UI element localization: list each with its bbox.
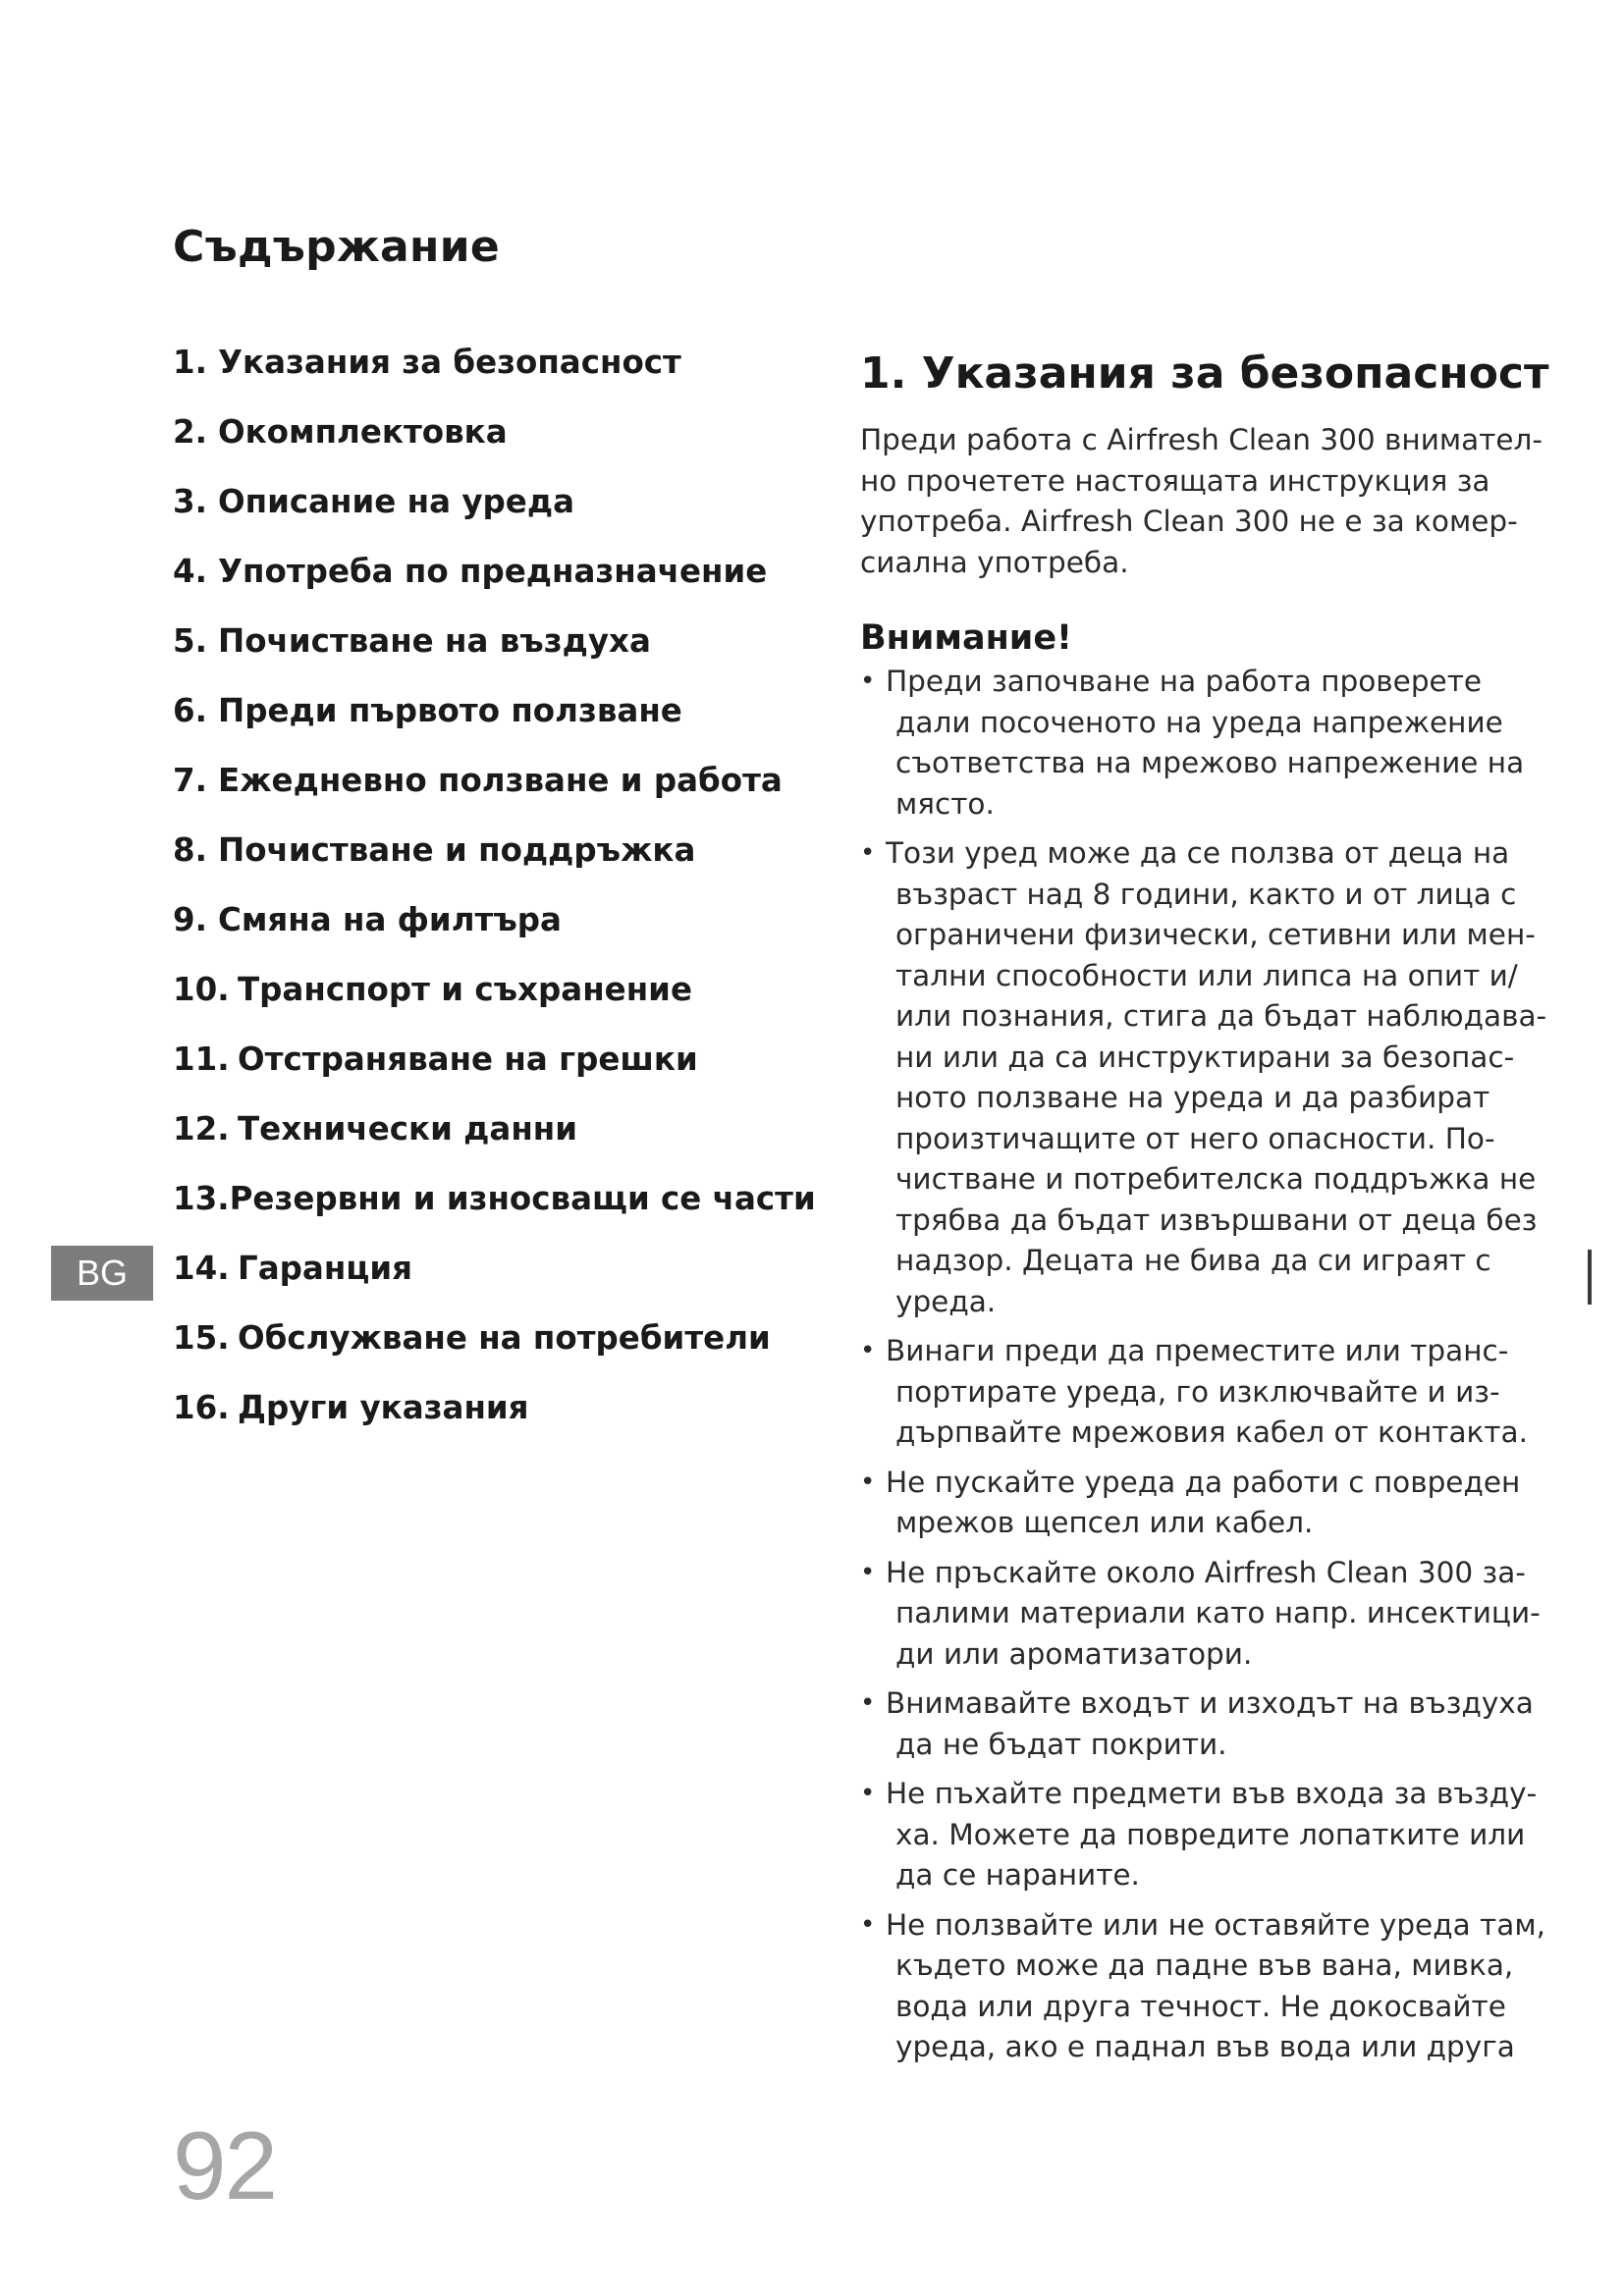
intro-paragraph: [860, 420, 1543, 583]
intro-line: употреба. Airfresh Clean 300 не е за комер-: [860, 505, 1518, 538]
warning-line: уреда.: [895, 1284, 997, 1318]
warning-line: уреда, ако е паднал във вода или друга: [895, 2030, 1515, 2063]
warning-item: [860, 1553, 1541, 1676]
warning-line: ното ползване на уреда и да разбират: [895, 1081, 1490, 1114]
toc-item-number: 3.: [173, 483, 207, 520]
toc-item-number: 11.: [173, 1041, 230, 1078]
toc-item-number: 16.: [173, 1389, 230, 1426]
warning-line: ни или да са инструктирани за безопас-: [895, 1040, 1515, 1074]
bullet-icon: •: [860, 1688, 876, 1718]
toc-item-label: Употреба по предназначение: [218, 553, 768, 590]
toc-item-label: Обслужване на потребители: [238, 1319, 771, 1357]
toc-item[interactable]: [173, 413, 801, 483]
toc-item-number: 13.: [173, 1180, 230, 1217]
warning-line: мрежов щепсел или кабел.: [895, 1506, 1314, 1539]
warning-line: тални способности или липса на опит и/: [895, 958, 1518, 992]
warning-line: място.: [895, 786, 995, 821]
toc-item-number: 9.: [173, 901, 207, 938]
toc-item-number: 8.: [173, 831, 207, 869]
warning-line: надзор. Децата не бива да си играят с: [895, 1244, 1491, 1277]
bullet-icon: •: [860, 838, 876, 868]
toc-item-label: Резервни и износващи се части: [229, 1180, 816, 1217]
warning-line: Не пъхайте предмети във входа за възду-: [886, 1777, 1538, 1810]
toc-item[interactable]: [173, 1110, 801, 1180]
toc-item-label: Ежедневно ползване и работа: [218, 762, 783, 799]
warning-line: ограничени физически, сетивни или мен-: [895, 918, 1536, 951]
toc-item-number: 12.: [173, 1110, 230, 1148]
toc-item[interactable]: [173, 483, 801, 553]
toc-item-label: Смяна на филтъра: [218, 901, 562, 938]
toc-item-label: Почистване и поддръжка: [218, 831, 696, 869]
warning-line: произтичащите от него опасности. По-: [895, 1121, 1495, 1155]
warning-item: [860, 662, 1528, 825]
warning-line: портирате уреда, го изключвайте и из-: [895, 1374, 1500, 1409]
warning-line: дали посоченото на уреда напрежение: [895, 705, 1503, 739]
warning-line: трябва да бъдат извършвани от деца без: [895, 1202, 1538, 1237]
page-edge-marker: [1588, 1250, 1592, 1305]
toc-item[interactable]: [173, 553, 801, 622]
toc-item-label: Окомплектовка: [218, 413, 508, 451]
warning-line: съответства на мрежово напрежение на: [895, 746, 1525, 779]
toc-item[interactable]: [173, 1180, 816, 1250]
intro-line: Преди работа с Airfresh Clean 300 внимател-: [860, 423, 1543, 456]
toc-item-number: 2.: [173, 413, 207, 451]
toc-item-number: 7.: [173, 762, 207, 799]
warning-item: [860, 1774, 1538, 1896]
toc-item-number: 6.: [173, 692, 207, 729]
toc-item-label: Указания за безопасност: [218, 344, 681, 381]
toc-item-number: 1.: [173, 344, 207, 381]
toc-item-label: Гаранция: [238, 1250, 413, 1287]
toc-item-label: Описание на уреда: [218, 483, 575, 520]
toc-item[interactable]: [173, 831, 801, 901]
warning-line: вода или друга течност. Не докосвайте: [895, 1989, 1506, 2023]
bullet-icon: •: [860, 1779, 876, 1808]
table-of-contents: [173, 344, 816, 1459]
intro-line: сиална употреба.: [860, 545, 1129, 579]
warning-item: [860, 833, 1547, 1322]
toc-item[interactable]: [173, 622, 801, 692]
toc-item-number: 10.: [173, 971, 230, 1008]
intro-line: но прочетете настоящата инструкция за: [860, 463, 1490, 498]
toc-item-number: 5.: [173, 622, 207, 660]
toc-item-label: Транспорт и съхранение: [238, 971, 692, 1008]
safety-section: [860, 348, 1549, 2077]
toc-item-number: 4.: [173, 553, 207, 590]
toc-item[interactable]: [173, 1319, 801, 1389]
toc-item[interactable]: [173, 971, 801, 1041]
warning-line: Този уред може да се ползва от деца на: [886, 836, 1510, 870]
warning-line: Внимавайте входът и изходът на въздуха: [886, 1686, 1534, 1720]
toc-item[interactable]: [173, 1041, 801, 1110]
bullet-icon: •: [860, 1909, 876, 1940]
toc-item-number: 15.: [173, 1319, 230, 1357]
warning-line: да се нараните.: [895, 1858, 1140, 1892]
warning-item: [860, 1331, 1528, 1454]
warning-line: възраст над 8 години, както и от лица с: [895, 877, 1517, 911]
toc-item[interactable]: [173, 1389, 801, 1459]
warning-line: Не ползвайте или не оставяйте уреда там,: [886, 1907, 1545, 1942]
page-number: 92: [173, 2111, 277, 2219]
toc-item[interactable]: [173, 344, 801, 413]
toc-item-label: Технически данни: [238, 1110, 578, 1148]
toc-item-label: Почистване на въздуха: [218, 622, 651, 660]
warning-line: където може да падне във вана, мивка,: [895, 1949, 1514, 1982]
toc-item-number: 14.: [173, 1250, 230, 1287]
toc-title: Съдържание: [173, 222, 500, 272]
toc-item-label: Преди първото ползване: [218, 692, 682, 729]
warning-line: или познания, стига да бъдат наблюдава-: [895, 999, 1547, 1033]
bullet-icon: •: [860, 1336, 876, 1365]
warning-line: дърпвайте мрежовия кабел от контакта.: [895, 1415, 1528, 1449]
warning-line: ха. Можете да повредите лопатките или: [895, 1817, 1526, 1851]
warning-heading: Внимание!: [860, 618, 1073, 658]
warning-line: чистване и потребителска поддръжка не: [895, 1162, 1537, 1196]
warning-line: Не пръскайте около Airfresh Clean 300 за-: [886, 1555, 1526, 1589]
toc-item[interactable]: [173, 692, 801, 762]
warning-line: Винаги преди да преместите или транс-: [886, 1334, 1509, 1367]
bullet-icon: •: [860, 1557, 876, 1587]
warning-line: ди или ароматизатори.: [895, 1636, 1253, 1671]
toc-item[interactable]: [173, 901, 801, 971]
bullet-icon: •: [860, 667, 876, 696]
toc-item-label: Други указания: [238, 1389, 529, 1426]
warning-line: палими материали като напр. инсектици-: [895, 1596, 1541, 1629]
warning-line: Не пускайте уреда да работи с повреден: [886, 1465, 1521, 1499]
warning-item: [860, 1463, 1528, 1544]
warning-line: да не бъдат покрити.: [895, 1727, 1227, 1761]
warning-item: [860, 1683, 1534, 1765]
toc-item[interactable]: [173, 762, 801, 831]
toc-item-label: Отстраняване на грешки: [238, 1041, 698, 1078]
section-title: 1. Указания за безопасност: [860, 348, 1549, 399]
warning-list: [860, 662, 1547, 2068]
language-tab: BG: [51, 1246, 153, 1301]
bullet-icon: •: [860, 1467, 876, 1497]
warning-item: [860, 1905, 1545, 2068]
toc-item[interactable]: [173, 1250, 801, 1319]
warning-line: Преди започване на работа проверете: [886, 665, 1483, 698]
